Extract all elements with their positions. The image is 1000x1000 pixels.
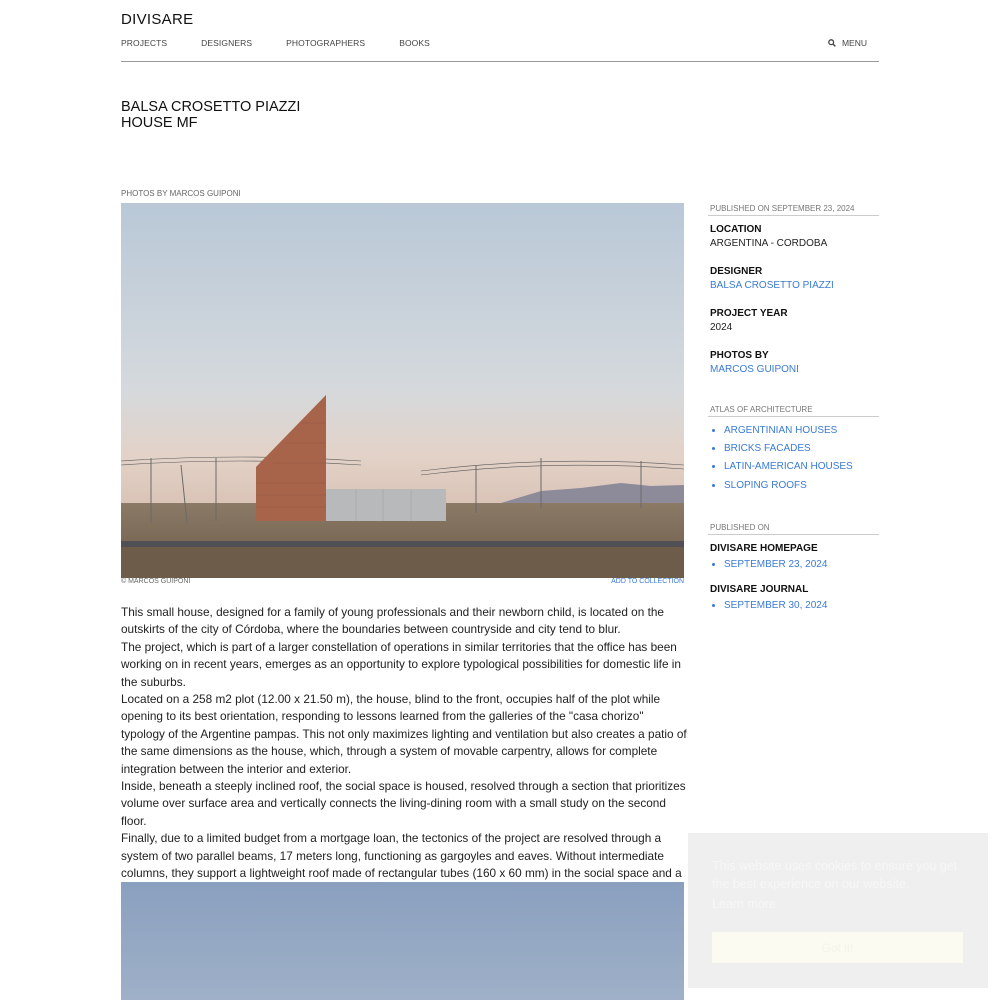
homepage-label: DIVISARE HOMEPAGE: [710, 542, 818, 554]
description-paragraph: Inside, beneath a steeply inclined roof, the social space is housed, resolved through a section that prioritizes volume over surface area and vertically connects the living-dining room with a small study on the second floor.: [121, 779, 686, 828]
year-value: 2024: [710, 322, 733, 333]
published-on-heading: PUBLISHED ON: [708, 523, 879, 535]
add-to-collection-link[interactable]: ADD TO COLLECTION: [611, 578, 684, 585]
location-value: ARGENTINA - CORDOBA: [710, 238, 828, 249]
atlas-list: [708, 422, 879, 495]
description-paragraph: Located on a 258 m2 plot (12.00 x 21.50 m), the house, blind to the front, occupies half of the plot while opening to its best orientation, responding to lessons learned from the galleries of the "casa chorizo" typology of the Argentine pampas. This not only maximizes lighting and ventilation but also creates a patio of the same dimensions as the house, which, through a system of movable carpentry, allows for complete integration between the interior and exterior.: [121, 692, 687, 776]
menu-button[interactable]: [828, 38, 867, 48]
photographer-info: [708, 350, 879, 375]
title-project: HOUSE MF: [121, 115, 198, 131]
cookie-banner: [688, 833, 988, 988]
search-icon: [828, 39, 836, 47]
location-label: LOCATION: [710, 224, 762, 235]
image-credit: © MARCOS GUIPONI: [121, 578, 191, 585]
homepage-date-link[interactable]: • SEPTEMBER 23, 2024: [724, 556, 879, 574]
nav-designers[interactable]: DESIGNERS: [201, 38, 253, 48]
house-photo-illustration: [121, 203, 684, 578]
atlas-heading: ATLAS OF ARCHITECTURE: [708, 405, 879, 417]
year-info: [708, 308, 879, 333]
cookie-accept-button[interactable]: Got it!: [712, 932, 963, 963]
location-info: [708, 224, 879, 249]
description-paragraph: Finally, due to a limited budget from a mortgage loan, the tectonics of the project are resolved through a system of two parallel beams, 17 meters long, functioning as gargoyles and eaves. Without intermediate columns, they support a lightweight roof made of rectangular tubes (160 x 60 mm) in the social space and a: [121, 831, 682, 881]
atlas-item[interactable]: • BRICKS FACADES: [724, 440, 879, 458]
main-nav: [121, 38, 464, 48]
menu-label: MENU: [841, 38, 867, 48]
project-sidebar: [708, 204, 879, 615]
cookie-message: This website uses cookies to ensure you get the best experience on our website.: [712, 859, 958, 891]
photos-by-credit: PHOTOS BY MARCOS GUIPONI: [121, 189, 241, 198]
photos-label: PHOTOS BY: [710, 350, 769, 361]
atlas-item[interactable]: • LATIN-AMERICAN HOUSES: [724, 458, 879, 476]
published-date: PUBLISHED ON SEPTEMBER 23, 2024: [708, 204, 879, 216]
homepage-list: [708, 556, 879, 574]
description-paragraph: This small house, designed for a family of young professionals and their newborn child, is located on the outskirts of the city of Córdoba, where the boundaries between countryside and city tend to blur.: [121, 605, 664, 637]
title-designer: BALSA CROSETTO PIAZZI: [121, 99, 301, 115]
journal-date-link[interactable]: • SEPTEMBER 30, 2024: [724, 597, 879, 615]
journal-list: [708, 597, 879, 615]
journal-label: DIVISARE JOURNAL: [710, 584, 809, 596]
atlas-item[interactable]: • SLOPING ROOFS: [724, 477, 879, 495]
photographer-link[interactable]: MARCOS GUIPONI: [710, 364, 799, 375]
year-label: PROJECT YEAR: [710, 308, 788, 319]
hero-photo[interactable]: [121, 203, 684, 578]
nav-books[interactable]: BOOKS: [399, 38, 430, 48]
site-header: [121, 0, 879, 62]
page-title: [121, 99, 300, 131]
designer-label: DESIGNER: [710, 266, 763, 277]
designer-link[interactable]: BALSA CROSETTO PIAZZI: [710, 280, 834, 291]
second-photo[interactable]: [121, 882, 684, 1000]
description-paragraph: The project, which is part of a larger constellation of operations in similar territories that the office has been working on in recent years, emerges as an opportunity to explore typological possibilities for domestic life in the suburbs.: [121, 639, 681, 689]
project-description: [121, 604, 687, 900]
nav-photographers[interactable]: PHOTOGRAPHERS: [286, 38, 366, 48]
cookie-learn-more-link[interactable]: Learn more: [712, 897, 776, 911]
atlas-item[interactable]: • ARGENTINIAN HOUSES: [724, 422, 879, 440]
nav-projects[interactable]: PROJECTS: [121, 38, 168, 48]
site-logo[interactable]: DIVISARE: [121, 11, 194, 28]
designer-info: [708, 266, 879, 291]
